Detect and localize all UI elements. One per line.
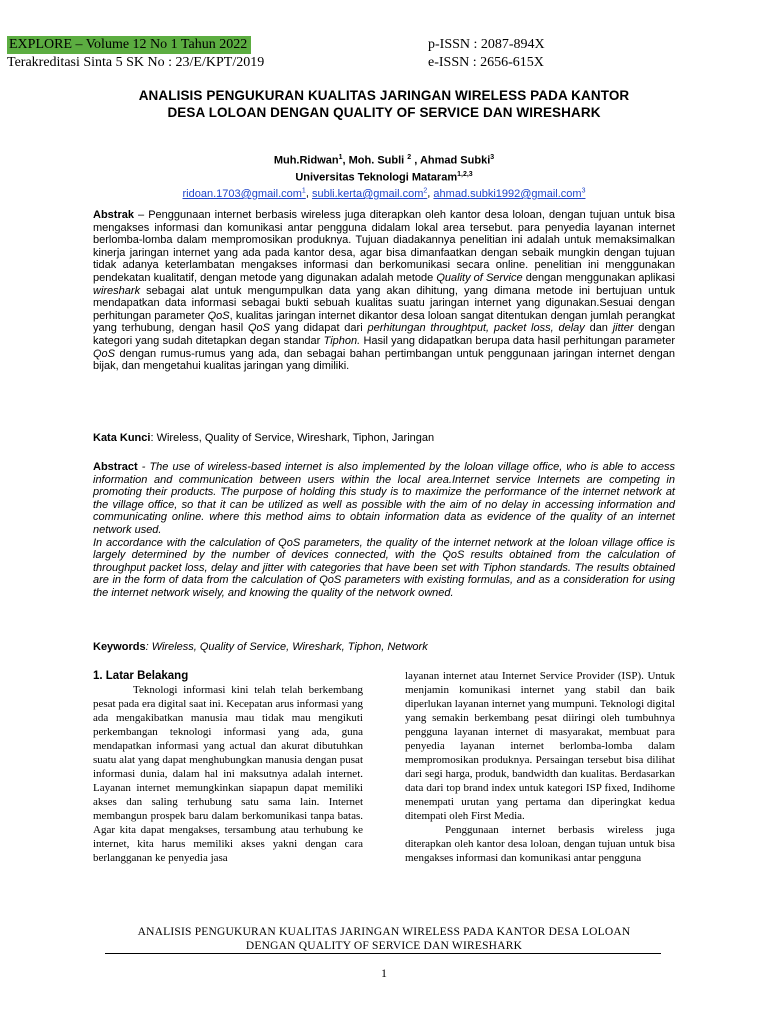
e-issn: e-ISSN : 2656-615X — [428, 55, 544, 70]
email-3-sup: 3 — [581, 187, 586, 195]
abstrak-text-9: dengan rumus-rumus yang ada, dan sebagai bahan pertimbangan untuk penggunaan jaringan internet dengan bijak, dan mengetahui kualitas jaringan yang dimiliki. — [93, 347, 675, 373]
affiliation-sup: 1,2,3 — [457, 170, 473, 178]
abstrak-text-1: Penggunaan internet berbasis wireless juga diterapkan oleh kantor desa loloan, dengan tujuan untuk bisa mengakses informasi dan komunikasi antar pengguna didalam lokal area tersebut. para penyedia layanan internet berlomba-lomba dalam mempromosikan produknya. Tujuan diadakannya penelitian ini adalah untuk memaksimalkan kinerja jaringan internet yang ada pada kantor desa, agar bisa dimanfaatkan dengan sebaik mungkin dengan tujuan tidak adanya keterlambatan mengakses informasi dan berkomunikasi secara online. penelitian ini menggunakan pendekatan kualitatif, dengan metode yang digunakan adalah metode — [93, 209, 675, 284]
abstrak-text-3: sebagai alat untuk mengumpulkan data yang akan dihitung, yang dimana metode ini bertujuan untuk mendapatkan data informasi sebagai bukti sebuah kualitas suatu jaringan internet yang digunakan.Sesuai dengan perhitungan parameter — [93, 284, 675, 322]
paper-title-line2: DESA LOLOAN DENGAN QUALITY OF SERVICE DAN WIRESHARK — [167, 105, 601, 120]
author-2: Moh. Subli — [348, 154, 405, 167]
abstrak-italic-2: wireshark — [93, 284, 141, 297]
p-issn: p-ISSN : 2087-894X — [428, 37, 545, 52]
abstract-para-2: In accordance with the calculation of QoS parameters, the quality of the internet network at the loloan village office is largely determined by the number of devices connected, with the QoS results obtained from the calculation of throughput packet loss, delay and jitter with categories that have been set with Tiphon standards. The results obtained are in the form of data from the calculation of QoS parameters with existing formulas, and as a consideration for using the internet network wisely, and knowing the quality of the network owned. — [93, 536, 675, 599]
affiliation — [60, 168, 708, 185]
running-footer-title — [100, 925, 668, 953]
body-paragraph-right-2: Penggunaan internet berbasis wireless juga diterapkan oleh kantor desa loloan, dengan tujuan untuk bisa mengakses informasi dan komunikasi antar pengguna — [405, 824, 675, 864]
keywords-label: Keywords — [93, 641, 146, 653]
section-heading: 1. Latar Belakang — [93, 670, 189, 682]
author-1-sup: 1 — [338, 154, 343, 161]
abstrak-italic-3: QoS — [207, 309, 230, 322]
author-emails: ridoan.1703@gmail.com$^1$, subli.kerta@gmail.com$^2$, ahmad.subki1992@gmail.com$^3$ — [182, 187, 586, 200]
keywords-text: : Wireless, Quality of Service, Wireshark, Tiphon, Network — [145, 641, 428, 653]
email-link-2[interactable] — [312, 188, 427, 200]
journal-header — [7, 36, 264, 72]
author-3-sup: 3 — [490, 154, 495, 161]
abstrak-dash: – — [133, 209, 149, 221]
email-2-sup: 2 — [423, 187, 428, 195]
page-number: 1 — [381, 966, 387, 980]
journal-volume: – Volume 12 No 1 Tahun 2022 — [72, 37, 248, 52]
body-paragraph-right-1: layanan internet atau Internet Service Provider (ISP). Untuk menjamin komunikasi internet yang stabil dan baik diperlukan layanan internet yang mumpuni. Teknologi digital yang semakin berkembang pesat diiringi oleh tumbuhnya pengguna layanan internet di masyarakat, membuat para penyedia layanan internet berlomba-lomba dalam mempromosikan produknya. Persaingan tersebut bisa dilihat dari segi harga, produk, bandwidth dan kualitas. Berdasarkan data dari top brand index untuk kategori ISP fixed, Indihome menempati urutan yang pertama dan diperingkat kedua ditempati oleh First Media. — [405, 670, 675, 822]
email-3[interactable]: ahmad.subki1992@gmail.com — [433, 187, 582, 200]
kata-kunci-label: Kata Kunci — [93, 432, 151, 444]
kata-kunci — [93, 432, 675, 445]
email-2[interactable]: subli.kerta@gmail.com — [311, 187, 424, 200]
abstrak-italic-7: Tiphon. — [323, 334, 361, 347]
journal-volume-line — [7, 36, 264, 54]
footer-title-line2: DENGAN QUALITY OF SERVICE DAN WIRESHARK — [245, 940, 523, 952]
paper-title-line1: ANALISIS PENGUKURAN KUALITAS JARINGAN WIRELESS PADA KANTOR — [138, 88, 630, 103]
abstrak-paragraph — [93, 209, 675, 373]
abstract-label: Abstract — [93, 461, 138, 473]
abstract-text-1: - The use of wireless-based internet is also implemented by the loloan village office, who is able to access information and communication between users within the local area.Internet service Internets are competing in promoting their products. The purpose of holding this study is to maximize the performance of the internet network at the village office, so that it can be utilized as well as possible with the aim of no delay in accessing information and communicating online. where this method aims to obtain information data as evidence of the quality of an internet network used. — [93, 461, 675, 536]
email-link-3[interactable] — [433, 188, 585, 200]
email-1-sup: 1 — [301, 187, 306, 195]
body-paragraph-left: Teknologi informasi kini telah telah berkembang pesat pada era digital saat ini. Kecepatan arus informasi yang ada mengakibatkan manusia mau tidak mau mengikuti perkembangan teknologi informasi yang ada, guna mendapatkan informasi yang actual dan akurat dibutuhkan suatu alat yang dapat menghubungkan manusia dengan pusat informasi dunia, dalam hal ini maksutnya adalah internet. Layanan internet memungkinkan siapapun dapat memiliki akses dan saling terhubung satu sama lain. Internet membangun prospek baru dalam berkomunikasi tanpa batas. Agar kita dapat mengakses, tersambung atau terhubung ke internet, kita harus memiliki akses yakni dengan cara berlangganan ke penyedia jasa — [93, 684, 363, 864]
abstrak-italic-1: Quality of Service — [436, 271, 523, 284]
author-names: Muh.Ridwan$^1$, Moh. Subli $^2$ , Ahmad Subki$^3$ — [273, 154, 495, 167]
issn-block — [428, 36, 545, 72]
author-block — [60, 151, 708, 201]
abstrak-italic-4: QoS — [247, 322, 270, 335]
paper-title — [60, 87, 708, 121]
kata-kunci-text: : Wireless, Quality of Service, Wireshark, Tiphon, Jaringan — [150, 432, 435, 444]
abstrak-label: Abstrak — [93, 209, 134, 221]
journal-name-badge — [7, 36, 251, 54]
body-column-left — [93, 669, 363, 919]
abstrak-italic-5: perhitungan throughtput, packet loss, delay — [367, 322, 585, 335]
email-1[interactable]: ridoan.1703@gmail.com — [182, 187, 302, 200]
footer-divider — [105, 953, 661, 954]
author-1: Muh.Ridwan — [273, 154, 339, 167]
author-3: Ahmad Subki — [419, 154, 491, 167]
abstrak-text-6: dan — [584, 322, 613, 335]
abstrak-italic-8: QoS — [93, 347, 116, 360]
keywords — [93, 641, 675, 654]
footer-title-line1: ANALISIS PENGUKURAN KUALITAS JARINGAN WIRELESS PADA KANTOR DESA LOLOAN — [137, 926, 631, 938]
abstrak-italic-6: jitter — [612, 322, 634, 335]
affiliation-name: Universitas Teknologi Mataram — [295, 171, 458, 184]
abstrak-text-5: yang didapat dari — [269, 322, 368, 335]
abstrak-text-8: Hasil yang didapatkan berupa data hasil perhitungan parameter — [360, 334, 675, 347]
abstrak-text-2: dengan menggunakan aplikasi — [522, 271, 675, 284]
abstrak-text-4: , kualitas jaringan internet dikantor desa loloan sangat ditentukan dengan jumlah perangkat yang terhubung, dengan hasil — [93, 309, 675, 335]
abstrak-text-7: dengan kategori yang sudah ditetapkan degan standar — [93, 322, 676, 347]
email-link-1[interactable] — [183, 188, 306, 200]
abstract-para-1 — [93, 461, 675, 537]
body-column-right — [405, 669, 675, 919]
abstract-paragraph — [93, 461, 675, 600]
journal-name: EXPLORE — [9, 37, 72, 52]
author-2-sup: 2 — [407, 154, 412, 161]
journal-accreditation: Terakreditasi Sinta 5 SK No : 23/E/KPT/2019 — [7, 55, 265, 70]
